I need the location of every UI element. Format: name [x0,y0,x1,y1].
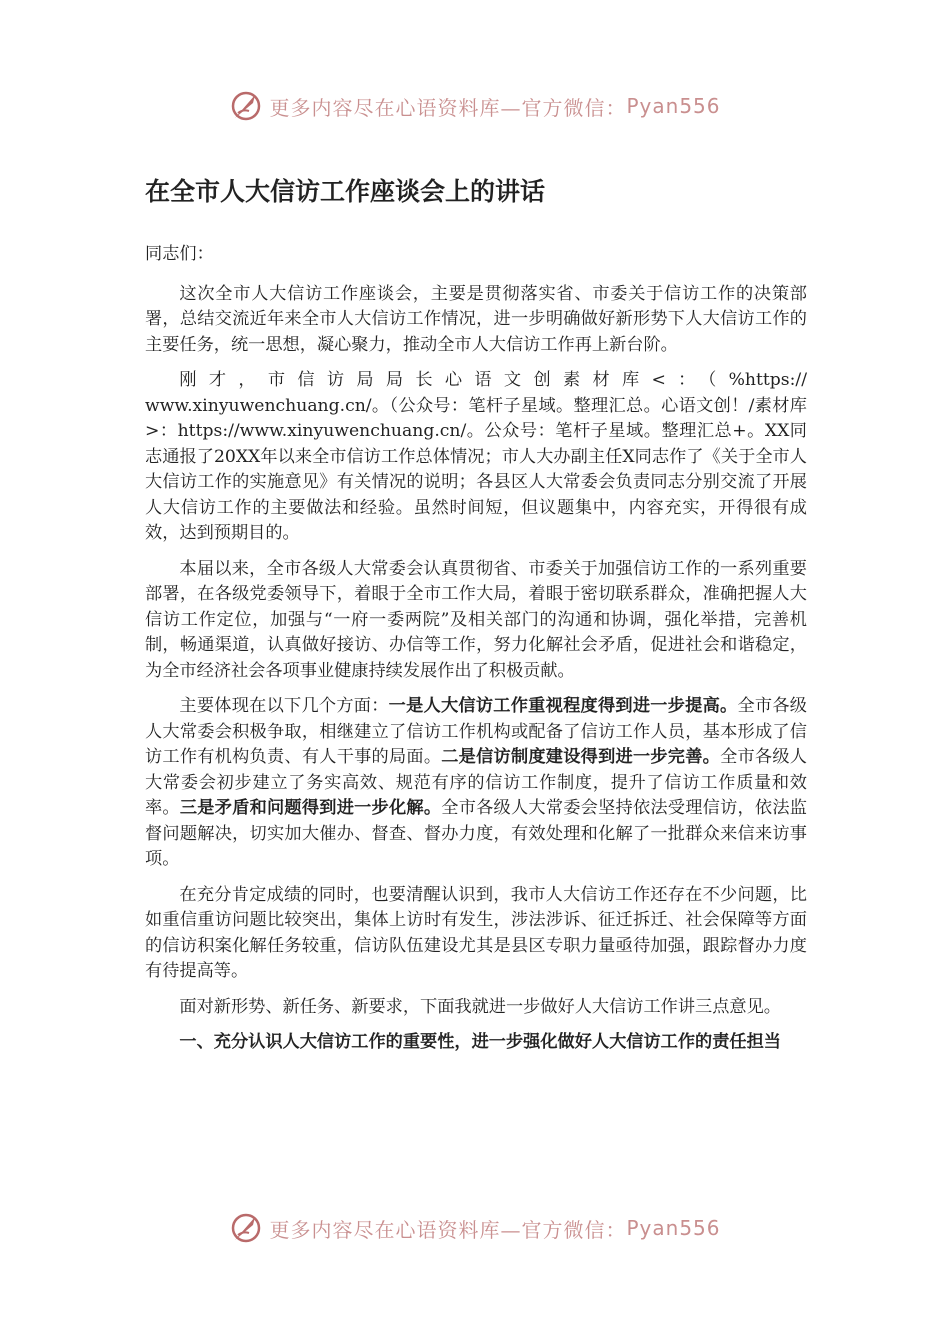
p4-point-2: 二是信访制度建设得到进一步完善。 [441,747,721,767]
greeting: 同志们： [145,244,214,264]
p4-point-1: 一是人大信访工作重视程度得到进一步提高。 [388,696,738,716]
p4-text-1: 全市各级人大常委会积极争取，相继建立了信访工作机构或配备了信访工作人员，基本形成了信访工作有机构负责、有人干事的局面。 [145,696,807,767]
p4-text-3: 全市各级人大常委会坚持依法受理信访，依法监督问题解决，切实加大催办、督查、督办力度，有效处理和化解了一批群众来信来访事项。 [145,798,807,869]
paragraph-3: 本届以来，全市各级人大常委会认真贯彻省、市委关于加强信访工作的一系列重要部署，在各级党委领导下，着眼于全市工作大局，着眼于密切联系群众，准确把握人大信访工作定位，加强与“一府一委两院”及相关部门的沟通和协调，强化举措，完善机制，畅通渠道，认真做好接访、办信等工作，努力化解社会矛盾，促进社会和谐稳定，为全市经济社会各项事业健康持续发展作出了积极贡献。 [145,558,807,681]
section-heading-1: 一、充分认识人大信访工作的重要性，进一步强化做好人大信访工作的责任担当 [179,1032,781,1052]
paragraph-5: 在充分肯定成绩的同时，也要清醒认识到，我市人大信访工作还存在不少问题，比如重信重访问题比较突出，集体上访时有发生，涉法涉诉、征迁拆迁、社会保障等方面的信访积案化解任务较重，信访队伍建设尤其是县区专职力量亟待加强，跟踪督办力度有待提高等。 [145,884,807,981]
paragraph-6: 面对新形势、新任务、新要求，下面我就进一步做好人大信访工作讲三点意见。 [179,996,781,1017]
watermark-wechat: Pyan556 [626,1216,721,1240]
page-title: 在全市人大信访工作座谈会上的讲话 [145,177,546,206]
watermark-text: 更多内容尽在心语资料库—官方微信： [269,95,627,120]
watermark-wechat: Pyan556 [626,94,721,118]
paragraph-2-line-1: 刚才，市信访局局长心语文创素材库<：（%https:// [179,370,807,390]
p4-text-2: 全市各级人大常委会初步建立了务实高效、规范有序的信访工作制度，提升了信访工作质量和效率。 [145,747,807,818]
watermark-banner-bottom [0,1206,950,1250]
watermark-text: 更多内容尽在心语资料库—官方微信： [269,1217,627,1242]
quill-logo-icon [229,89,263,123]
paragraph-2: www.xinyuwenchuang.cn/。（公众号：笔杆子星域。整理汇总。心语文创！/素材库>：https://www.xinyuwenchuang.cn/。公众号：笔杆子星域。整理汇总+。XX同志通报了20XX年以来全市信访工作总体情况；市人大办副主任X同志作了《关于全市人大信访工作的实施意见》有关情况的说明；各县区人大常委会负责同志分别交流了开展人大信访工作的主要做法和经验。虽然时间短，但议题集中，内容充实，开得很有成效，达到预期目的。 [145,395,807,543]
p4-intro: 主要体现在以下几个方面： [179,696,389,716]
paragraph-4 [145,694,807,873]
quill-logo-icon [229,1211,263,1245]
paragraph-1: 这次全市人大信访工作座谈会，主要是贯彻落实省、市委关于信访工作的决策部署，总结交流近年来全市人大信访工作情况，进一步明确做好新形势下人大信访工作的主要任务，统一思想，凝心聚力，推动全市人大信访工作再上新台阶。 [145,283,807,355]
document-body [145,172,807,1066]
p4-point-3: 三是矛盾和问题得到进一步化解。 [179,798,442,818]
watermark-banner-top [0,84,950,128]
